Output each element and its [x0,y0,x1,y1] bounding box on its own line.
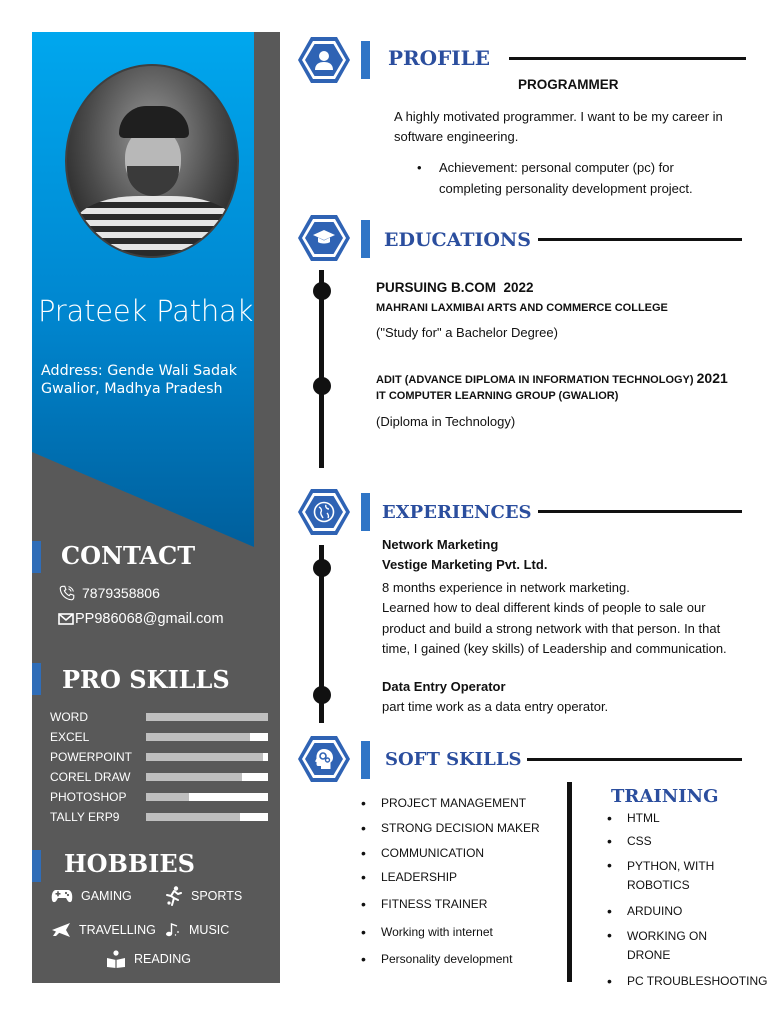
skill-row [50,810,270,824]
experience-rule [538,510,742,513]
phone-row [58,584,160,602]
skill-level-fill [146,713,268,721]
skill-row [50,730,270,744]
contact-tab-marker [32,541,41,573]
experience-heading: EXPERIENCES [382,502,532,523]
hobby-label: READING [134,952,191,966]
experience-dot-2 [313,686,331,704]
address-line-2: Gwalior, Madhya Pradesh [41,381,223,397]
skill-level-bar [146,773,268,781]
list-item: • Working with internet [359,925,540,939]
profile-rule [509,57,746,60]
skill-level-fill [146,773,242,781]
achievement-line-2: completing personality development project. [439,181,693,196]
skill-row [50,750,270,764]
gamepad-icon [51,888,73,904]
list-item: • COMMUNICATION [359,846,540,860]
email-row [58,611,224,627]
hobby-music [165,922,229,938]
experience-bar [361,493,370,531]
skill-level-fill [146,733,250,741]
education-rule [538,238,742,241]
skill-name: COREL DRAW [50,770,131,784]
education-heading: EDUCATIONS [384,229,532,251]
skill-level-fill [146,793,189,801]
pro-skills-tab-marker [32,663,41,695]
hobby-gaming [51,888,132,904]
list-item: • Personality development [359,952,540,966]
phone-number: 7879358806 [82,585,160,601]
education-dot-1 [313,282,331,300]
skill-level-fill [146,813,240,821]
list-item: • PYTHON, WITH ROBOTICS [605,857,767,895]
soft-skills-rule [527,758,742,761]
experience-item-1-role: Network Marketing [382,537,499,552]
skill-level-fill [146,753,263,761]
education-item-1-institution: MAHRANI LAXMIBAI ARTS AND COMMERCE COLLEGE [376,302,668,314]
training-heading: TRAINING [611,786,719,807]
experience-item-2-line-1: part time work as a data entry operator. [382,699,609,714]
skill-name: POWERPOINT [50,750,133,764]
hobbies-heading: HOBBIES [64,849,196,878]
user-icon [313,50,335,70]
hobby-reading [106,950,191,968]
pro-skills-heading: PRO SKILLS [62,665,230,694]
soft-skills-heading: SOFT SKILLS [385,749,522,770]
list-item: • PROJECT MANAGEMENT [359,796,540,810]
education-item-2-year: 2021 [696,370,728,386]
education-item-1-title: PURSUING B.COM 2022 [376,280,534,295]
skill-level-bar [146,713,268,721]
list-item: • HTML [605,811,767,825]
address [41,362,237,398]
list-item: • CSS [605,834,767,848]
hobby-label: SPORTS [191,889,243,903]
email-address: PP986068@gmail.com [75,611,224,627]
education-dot-2 [313,377,331,395]
soft-skills-list [359,796,540,966]
graduation-cap-icon [312,229,336,247]
training-list [605,811,767,988]
skill-row [50,770,270,784]
skill-level-bar [146,753,268,761]
education-item-2-note: (Diploma in Technology) [376,414,516,429]
list-item: • LEADERSHIP [359,870,540,884]
experience-item-1-line-4: time, I gained (key skills) of Leadership and communication. [382,641,727,656]
skill-level-bar [146,793,268,801]
globe-icon [313,501,335,523]
profile-summary-line-2: software engineering. [394,129,519,144]
list-item: • FITNESS TRAINER [359,897,540,911]
profile-bar [361,41,370,79]
contact-heading: CONTACT [61,541,196,570]
education-item-1-year: 2022 [503,280,534,295]
reading-icon [106,950,126,968]
soft-skills-bar [361,741,370,779]
skill-name: PHOTOSHOP [50,790,127,804]
profile-heading: PROFILE [388,46,490,70]
experience-item-2-role: Data Entry Operator [382,679,506,694]
achievement-bullet: • [417,160,422,175]
experience-hex-badge [298,489,350,535]
profile-hex-badge [298,37,350,83]
experience-dot-1 [313,559,331,577]
experience-item-1-line-3: product and build a strong network with that person. In that [382,621,721,636]
skill-level-bar [146,813,268,821]
education-item-1-note: ("Study for" a Bachelor Degree) [376,325,558,340]
education-hex-badge [298,215,350,261]
person-name: Prateek Pathak [38,294,254,328]
skill-name: TALLY ERP9 [50,810,120,824]
music-note-icon [165,922,181,938]
profile-role: PROGRAMMER [518,77,619,92]
education-item-2-title: ADIT (ADVANCE DIPLOMA IN INFORMATION TECHNOLOGY) 2021 [376,370,728,386]
hobby-label: TRAVELLING [79,923,156,937]
hobby-travelling [51,921,156,939]
skills-divider [567,782,572,982]
head-gears-icon [313,748,335,770]
skill-name: WORD [50,710,88,724]
experience-item-1-line-1: 8 months experience in network marketing. [382,580,630,595]
achievement-line-1: Achievement: personal computer (pc) for [439,160,674,175]
list-item: • PC TROUBLESHOOTING [605,974,767,988]
experience-item-1-company: Vestige Marketing Pvt. Ltd. [382,557,548,572]
phone-icon [58,584,76,602]
hobby-sports [165,886,242,906]
sports-runner-icon [165,886,183,906]
sidebar [32,32,280,983]
list-item: • ARDUINO [605,904,767,918]
skill-row [50,710,270,724]
experience-item-1-line-2: Learned how to deal different kinds of people to sale our [382,600,706,615]
education-item-2-institution: IT COMPUTER LEARNING GROUP (GWALIOR) [376,390,619,402]
education-bar [361,220,370,258]
skill-row [50,790,270,804]
hobby-label: GAMING [81,889,132,903]
skill-level-bar [146,733,268,741]
soft-skills-hex-badge [298,736,350,782]
list-item: • WORKING ON DRONE [605,927,767,965]
airplane-icon [51,921,71,939]
list-item: • STRONG DECISION MAKER [359,821,540,835]
profile-photo [65,64,239,258]
address-line-1: Address: Gende Wali Sadak [41,363,238,379]
skill-name: EXCEL [50,730,90,744]
hobby-label: MUSIC [189,923,230,937]
hobbies-tab-marker [32,850,41,882]
profile-summary-line-1: A highly motivated programmer. I want to be my career in [394,109,723,124]
mail-icon [58,613,74,625]
